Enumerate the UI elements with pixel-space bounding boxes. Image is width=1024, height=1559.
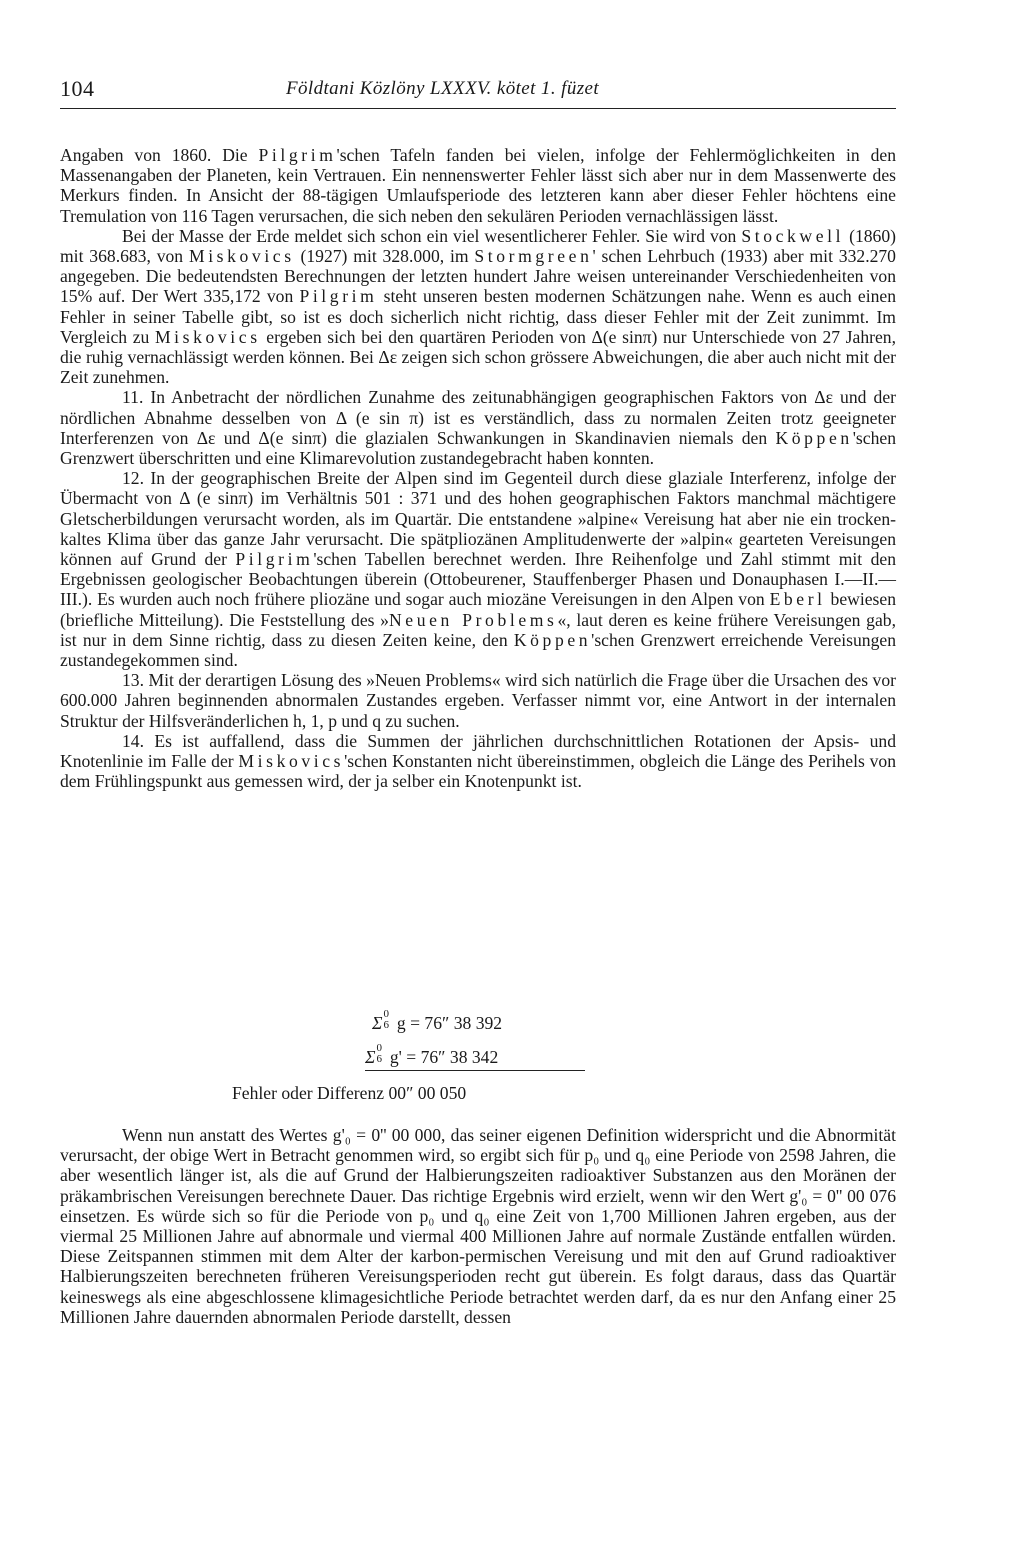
- text-run: ergeben sich bei den quartären Perioden von Δ(e sinπ) nur Unterschiede von 27 Jahren, die ruhig vernachlässigt werden können. Bei Δε zeigen sich schon grössere Abweichungen, die aber auch nicht mit der Zeit zunehmen.: [60, 326, 897, 388]
- sigma-superscript-2: 0: [376, 1042, 382, 1054]
- formula-block: [0, 1010, 1024, 1120]
- paragraph: [60, 731, 896, 792]
- formula-variable-g: g: [396, 1013, 406, 1033]
- closing-paragraph: Wenn nun anstatt des Wertes g'₀ = 0'' 00 000, das seiner eigenen Definition widerspricht und die Abnormität verursacht, der obige Wert in Betracht genommen wird, so ergibt sich für p₀ und q₀ eine Periode von 2598 Jahren, die aber wesentlich länger ist, als die auf Grund der Halbierungszeiten radioaktiver Substanzen aus den Moränen der präkambrischen Vereisungen berechnete Dauer. Das richtige Ergebnis wird erzielt, wenn wir den Wert g'₀ = 0'' 00 076 einsetzen. Es würde sich so für die Periode von p₀ und q₀ eine Zeit von 1,700 Millionen Jahren ergeben, aus der viermal 25 Millionen Jahre auf abnormale und viermal 400 Millionen Jahre auf normale Zustände entfallen würden. Diese Zeitspannen stimmen mit dem Alter der karbon-permischen Vereisung und mit den auf Grund radioaktiver Halbierungszeiten berechneten früheren Vereisungsperioden recht gut überein. Es folgt daraus, dass das Quartär keineswegs als eine abgeschlossene klimagesichtliche Periode betrachtet werden darf, da es nur den Anfang einer 25 Millionen Jahre dauernden abnormalen Periode darstellt, dessen: [60, 1125, 896, 1327]
- text-run: 'schen Grenzwert erreichende Vereisungen zustandegekommen sind.: [60, 629, 896, 671]
- page-number: 104: [60, 76, 95, 101]
- sigma-subscript-2: 6: [376, 1053, 382, 1065]
- paragraph: [60, 670, 896, 731]
- text-run: 13. Mit der derartigen Lösung des »Neuen Problems« wird sich natürlich die Frage über die Ursachen des vor 600.000 Jahren beginnenden abnormalen Zustandes ergeben. Verfasser nimmt vor, eine Antwort in der internalen Struktur der Hilfsveränderlichen h, 1, p und q zu suchen.: [60, 670, 896, 731]
- author-name: Neuen Problems: [388, 609, 558, 630]
- formula-difference-line: Fehler oder Differenz 00″ 00 050: [232, 1083, 467, 1103]
- sigma-subscript: 6: [383, 1019, 389, 1031]
- text-run: 11. In Anbetracht der nördlichen Zunahme des zeitunabhängigen geographischen Faktors von Δε und der nördlichen Abnahme desselben von Δ (e sin π) ist es verständlich, dass zu normalen Zeiten trotz geeigneter Interferenzen von Δε und Δ(e sinπ) die glazialen Schwankungen in Skandinavien niemals den: [60, 387, 896, 448]
- formula-line-g-prime: [365, 1042, 585, 1071]
- author-name: Köppen: [775, 427, 853, 448]
- sigma-symbol: Σ: [372, 1013, 383, 1033]
- journal-running-head: Földtani Közlöny LXXXV. kötet 1. füzet: [286, 78, 600, 99]
- author-name: Stormgreen: [474, 246, 593, 267]
- author-name: Stockwell: [741, 225, 845, 246]
- formula-variable-g-prime: g': [389, 1047, 402, 1067]
- author-name: Eberl: [769, 589, 826, 610]
- text-run: 12. In der geographischen Breite der Alpen sind im Gegenteil durch diese glaziale Interferenz, infolge der Übermacht von Δ (e sinπ) im Verhältnis 501 : 371 und des hohen geographischen Faktors manchmal mächtigere Gletscherbildungen verursacht worden, als im Quartär. Die entstandene »alpine« Vereisung hat aber nie ein trocken-kaltes Klima über das ganze Jahr verursacht. Die spätpliozänen Amplitudenwerte der »alpin« gearteten Vereisungen können auf Grund der: [60, 468, 896, 570]
- sigma-superscript: 0: [383, 1008, 389, 1020]
- text-run: «, laut deren es keine frühere Vereisungen gab, ist nur in dem Sinne richtig, dass zu diesen Zeiten keine, den: [60, 609, 896, 650]
- text-run: 14. Es ist auffallend, dass die Summen der jährlichen durchschnittlichen Rotationen der Apsis- und Knotenlinie im Falle der: [60, 730, 896, 772]
- text-run: 'schen Konstanten nicht übereinstimmen, obgleich die Länge des Perihels von dem Frühlingspunkt aus gemessen wird, der ja selber ein Knotenpunkt ist.: [60, 751, 896, 792]
- paragraph: [60, 226, 896, 388]
- formula-line-g: [372, 1008, 503, 1034]
- text-run: bewiesen (briefliche Mitteilung). Die Feststellung des »: [60, 589, 896, 630]
- author-name: Pilgrim: [258, 145, 337, 165]
- text-run: ' schen Lehrbuch (1933) aber mit 332.270 angegeben. Die bedeutendsten Berechnungen der letzten hundert Jahre weisen untereinander Verschiedenheiten von 15% auf. Der Wert 335,172 von: [60, 246, 896, 307]
- paragraph: [60, 145, 896, 226]
- author-name: Köppen: [513, 629, 592, 650]
- author-name: Pilgrim: [235, 549, 314, 570]
- sigma-symbol-2: Σ: [365, 1047, 376, 1067]
- text-run: Bei der Masse der Erde meldet sich schon ein viel wesentlicherer Fehler. Sie wird von: [122, 225, 742, 246]
- formula-value-g: = 76″ 38 392: [410, 1013, 503, 1033]
- text-run: 'schen Tafeln fanden bei vielen, infolge der Fehlermöglichkeiten in den Massenangaben der Planeten, kein Vertrauen. Ein nennenswerter Fehler lässt sich aber nur in dem Massenwerte des Merkurs finden. In Ansicht der 88-tägigen Umlaufsperiode des letzteren kann aber dieser Fehler höchtens eine Tremulation von 116 Tagen verursachen, die sich neben den sekulären Perioden vernachlässigen lässt.: [60, 145, 897, 226]
- text-run: (1927) mit 328.000, im: [294, 246, 475, 267]
- text-run: (1860) mit 368.683, von: [60, 225, 896, 267]
- paragraph: [60, 387, 896, 468]
- author-name: Miskovics: [238, 751, 345, 772]
- author-name: Miskovics: [154, 326, 261, 347]
- formula-value-g-prime: = 76″ 38 342: [406, 1047, 499, 1067]
- article-body: [60, 145, 896, 792]
- closing-section: [60, 1125, 896, 1327]
- running-header: [60, 72, 896, 109]
- author-name: Miskovics: [188, 246, 295, 267]
- text-run: 'schen Tabellen berechnet werden. Ihre Reihenfolge und Zahl stimmt mit den Ergebnissen geologischer Beobachtungen überein (Ottobeurener, Stauffenberger Phasen und Donauphasen I.—II.—III.). Es wurden auch noch frühere pliozäne und sogar auch miozäne Vereisungen in den Alpen von: [60, 549, 896, 610]
- text-run: Angaben von 1860. Die: [60, 145, 259, 165]
- text-run: 'schen Grenzwert überschritten und eine Klimarevolution zustandegebracht haben konnten.: [60, 427, 896, 469]
- author-name: Pilgrim: [299, 286, 378, 307]
- text-run: steht unseren besten modernen Schätzungen nahe. Wenn es auch einen Fehler in seiner Tabelle gibt, so ist es doch sicherlich nicht richtig, dass dieser Fehler mit der Zeit zunimmt. Im Vergleich zu: [60, 286, 896, 347]
- paragraph: [60, 468, 896, 670]
